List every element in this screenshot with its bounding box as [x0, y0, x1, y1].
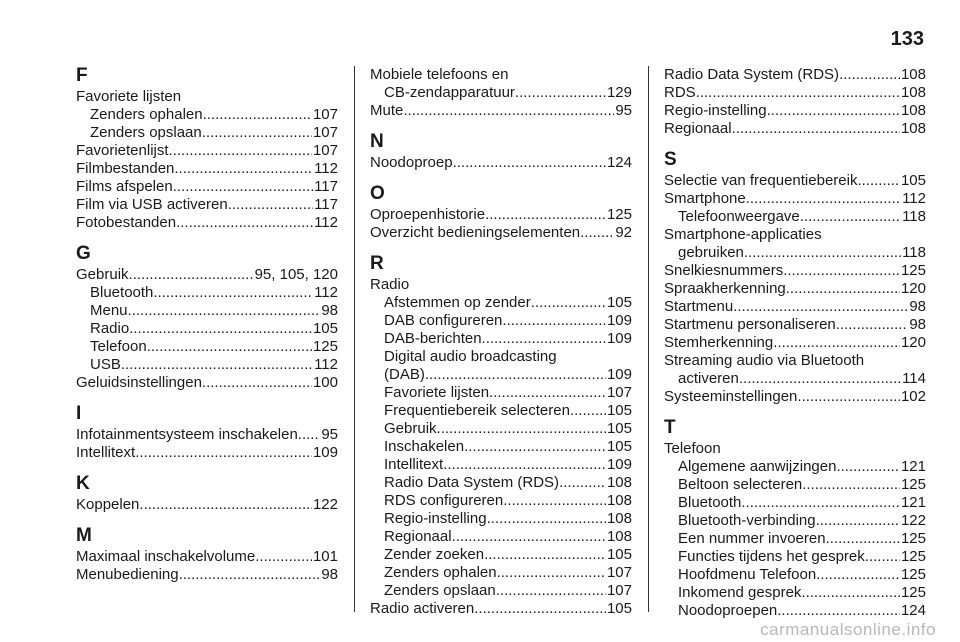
entry-page: 102 — [900, 388, 926, 405]
entry-text: Intellitext — [384, 456, 444, 473]
dot-leader — [816, 512, 900, 530]
index-entry — [664, 602, 926, 620]
entry-page: 105 — [606, 600, 632, 617]
entry-page: 129 — [606, 84, 632, 101]
entry-text: RDS — [664, 84, 696, 101]
index-entry — [664, 102, 926, 120]
entry-page: 121 — [900, 494, 926, 511]
dot-leader — [153, 284, 313, 302]
entry-text: Regio-instelling — [664, 102, 767, 119]
entry-page: 98 — [909, 316, 926, 333]
entry-text: Overzicht bedieningselementen — [370, 224, 581, 241]
dot-leader — [801, 584, 900, 602]
index-entry — [76, 444, 338, 462]
entry-text: DAB configureren — [384, 312, 503, 329]
dot-leader — [425, 366, 606, 384]
entry-page: 125 — [900, 262, 926, 279]
entry-page: 122 — [312, 496, 338, 513]
entry-text: Selectie van frequentiebereik — [664, 172, 858, 189]
index-entry — [76, 284, 338, 302]
dot-leader — [531, 294, 606, 312]
entry-page: 109 — [606, 456, 632, 473]
entry-text: Regionaal — [384, 528, 452, 545]
index-entry — [664, 566, 926, 584]
index-entry — [370, 564, 632, 582]
index-entry — [664, 298, 926, 316]
index-entry — [370, 492, 632, 510]
dot-leader — [135, 444, 312, 462]
dot-leader — [580, 224, 614, 242]
entry-text: Bluetooth-verbinding — [678, 512, 816, 529]
entry-text: Film via USB activeren — [76, 196, 228, 213]
entry-text: Filmbestanden — [76, 160, 175, 177]
index-entry — [370, 546, 632, 564]
section-letter: S — [664, 149, 677, 170]
entry-text: Intellitext — [76, 444, 136, 461]
entry-text: Noodoproep — [370, 154, 453, 171]
index-entry — [370, 154, 632, 172]
index-entry — [76, 566, 338, 584]
entry-page: 95 — [321, 426, 338, 443]
section-letter: R — [370, 253, 384, 274]
dot-leader — [800, 208, 901, 226]
entry-page: 105 — [606, 546, 632, 563]
index-entry — [370, 456, 632, 474]
index-entry — [664, 172, 926, 190]
index-entry — [664, 120, 926, 138]
index-entry — [664, 208, 926, 226]
entry-page: 112 — [314, 284, 338, 301]
entry-text: Maximaal inschakelvolume — [76, 548, 256, 565]
entry-page: 101 — [312, 548, 338, 565]
dot-leader — [496, 582, 606, 600]
entry-text: Snelkiesnummers — [664, 262, 784, 279]
entry-page: 124 — [900, 602, 926, 619]
dot-leader — [482, 330, 606, 348]
entry-text: (DAB) — [384, 366, 425, 383]
index-entry — [664, 584, 926, 602]
index-entry — [76, 178, 338, 196]
index-entry — [370, 224, 632, 242]
index-heading: Favoriete lijsten — [76, 88, 182, 105]
dot-leader — [202, 124, 312, 142]
entry-text: Zenders ophalen — [384, 564, 497, 581]
entry-text: Startmenu — [664, 298, 734, 315]
entry-page: 124 — [606, 154, 632, 171]
entry-text: Films afspelen — [76, 178, 173, 195]
index-entry — [76, 142, 338, 160]
entry-page: 125 — [900, 476, 926, 493]
index-entry — [664, 84, 926, 102]
entry-text: Inschakelen — [384, 438, 465, 455]
entry-page: 108 — [900, 102, 926, 119]
index-entry — [664, 370, 926, 388]
dot-leader — [836, 458, 900, 476]
index-entry — [370, 474, 632, 492]
index-entry — [664, 190, 926, 208]
entry-page: 95 — [615, 102, 632, 119]
index-column-1 — [76, 66, 338, 584]
entry-page: 108 — [900, 120, 926, 137]
entry-text: Radio activeren — [370, 600, 475, 617]
entry-page: 107 — [606, 384, 632, 401]
index-entry — [370, 84, 632, 102]
index-entry — [664, 280, 926, 298]
entry-page: 125 — [900, 566, 926, 583]
dot-leader — [489, 384, 606, 402]
dot-leader — [202, 374, 312, 392]
column-divider — [648, 66, 649, 612]
dot-leader — [487, 510, 606, 528]
index-entry — [370, 402, 632, 420]
dot-leader — [777, 602, 900, 620]
index-column-2 — [370, 66, 632, 618]
index-entry — [370, 294, 632, 312]
index-entry — [76, 426, 338, 444]
entry-text: Systeeminstellingen — [664, 388, 798, 405]
entry-page: 107 — [312, 106, 338, 123]
entry-page: 121 — [900, 458, 926, 475]
entry-text: Zender zoeken — [384, 546, 485, 563]
entry-text: Hoofdmenu Telefoon — [678, 566, 817, 583]
index-entry — [370, 384, 632, 402]
index-entry — [76, 196, 338, 214]
dot-leader — [169, 142, 312, 160]
index-entry — [664, 548, 926, 566]
dot-leader — [129, 320, 312, 338]
dot-leader — [839, 66, 900, 84]
dot-leader — [696, 84, 900, 102]
entry-text: Koppelen — [76, 496, 140, 513]
dot-leader — [176, 214, 313, 232]
dot-leader — [173, 178, 313, 196]
dot-leader — [403, 102, 614, 120]
entry-text: Zenders opslaan — [90, 124, 202, 141]
dot-leader — [515, 84, 606, 102]
entry-page: 92 — [615, 224, 632, 241]
entry-text: Een nummer invoeren — [678, 530, 826, 547]
entry-page: 125 — [312, 338, 338, 355]
entry-page: 98 — [321, 302, 338, 319]
index-entry — [370, 330, 632, 348]
entry-text: Gebruik — [76, 266, 129, 283]
dot-leader — [121, 356, 313, 374]
entry-text: Spraakherkenning — [664, 280, 786, 297]
index-entry — [664, 458, 926, 476]
entry-text: USB — [90, 356, 121, 373]
index-entry — [76, 496, 338, 514]
dot-leader — [497, 564, 606, 582]
index-entry — [664, 494, 926, 512]
entry-text: Favorietenlijst — [76, 142, 169, 159]
entry-page: 109 — [312, 444, 338, 461]
entry-text: Smartphone — [664, 190, 746, 207]
entry-page: 120 — [900, 334, 926, 351]
entry-page: 107 — [606, 564, 632, 581]
entry-text: Afstemmen op zender — [384, 294, 531, 311]
index-heading: Digital audio broadcasting — [384, 348, 557, 365]
section-letter: F — [76, 65, 88, 86]
entry-text: Radio Data System (RDS) — [384, 474, 560, 491]
index-entry — [664, 530, 926, 548]
entry-text: gebruiken — [678, 244, 744, 261]
entry-page: 107 — [312, 142, 338, 159]
entry-text: Bluetooth — [678, 494, 742, 511]
section-letter: O — [370, 183, 385, 204]
entry-page: 114 — [902, 370, 926, 387]
dot-leader — [203, 106, 312, 124]
section-letter: M — [76, 525, 92, 546]
entry-text: Telefoon — [90, 338, 147, 355]
entry-text: Infotainmentsysteem inschakelen — [76, 426, 298, 443]
entry-page: 122 — [900, 512, 926, 529]
index-entry — [370, 102, 632, 120]
index-entry — [76, 106, 338, 124]
index-entry — [370, 420, 632, 438]
dot-leader — [443, 456, 606, 474]
dot-leader — [744, 244, 901, 262]
dot-leader — [857, 172, 900, 190]
entry-text: Mute — [370, 102, 404, 119]
index-entry — [370, 528, 632, 546]
dot-leader — [826, 530, 900, 548]
dot-leader — [559, 474, 606, 492]
entry-text: RDS configureren — [384, 492, 504, 509]
entry-text: Menu — [90, 302, 128, 319]
dot-leader — [179, 566, 321, 584]
dot-leader — [865, 548, 900, 566]
entry-page: 118 — [902, 208, 926, 225]
entry-text: Radio — [90, 320, 130, 337]
entry-page: 108 — [606, 492, 632, 509]
index-entry — [370, 438, 632, 456]
index-entry — [664, 244, 926, 262]
dot-leader — [773, 334, 900, 352]
section-letter: K — [76, 473, 90, 494]
entry-page: 95, 105, 120 — [254, 266, 338, 283]
entry-text: Zenders opslaan — [384, 582, 496, 599]
dot-leader — [228, 196, 313, 214]
entry-text: Inkomend gesprek — [678, 584, 802, 601]
index-entry — [664, 334, 926, 352]
page-number: 133 — [890, 28, 924, 50]
dot-leader — [255, 548, 312, 566]
entry-text: Startmenu personaliseren — [664, 316, 836, 333]
entry-page: 125 — [900, 548, 926, 565]
index-entry — [370, 206, 632, 224]
section-letter: N — [370, 131, 384, 152]
dot-leader — [453, 154, 606, 172]
dot-leader — [464, 438, 606, 456]
entry-text: Favoriete lijsten — [384, 384, 490, 401]
dot-leader — [570, 402, 606, 420]
index-entry — [664, 388, 926, 406]
dot-leader — [836, 316, 909, 334]
column-divider — [354, 66, 355, 612]
dot-leader — [485, 206, 606, 224]
dot-leader — [802, 476, 900, 494]
entry-text: Beltoon selecteren — [678, 476, 803, 493]
entry-text: Frequentiebereik selecteren — [384, 402, 570, 419]
entry-page: 108 — [606, 528, 632, 545]
entry-page: 108 — [900, 84, 926, 101]
dot-leader — [484, 546, 606, 564]
entry-page: 117 — [314, 196, 338, 213]
index-heading: Mobiele telefoons en — [370, 66, 509, 83]
index-entry — [76, 302, 338, 320]
entry-page: 105 — [606, 438, 632, 455]
index-heading: Telefoon — [664, 440, 721, 457]
dot-leader — [128, 302, 321, 320]
entry-page: 112 — [902, 190, 926, 207]
entry-page: 109 — [606, 312, 632, 329]
entry-text: Radio Data System (RDS) — [664, 66, 840, 83]
dot-leader — [474, 600, 606, 618]
index-entry — [370, 312, 632, 330]
entry-text: Functies tijdens het gesprek — [678, 548, 865, 565]
entry-page: 105 — [606, 294, 632, 311]
index-entry — [76, 160, 338, 178]
entry-text: Telefoonweergave — [678, 208, 800, 225]
index-entry — [664, 476, 926, 494]
entry-text: Fotobestanden — [76, 214, 177, 231]
entry-page: 117 — [314, 178, 338, 195]
entry-page: 105 — [606, 402, 632, 419]
entry-text: Noodoproepen — [678, 602, 778, 619]
index-entry — [76, 548, 338, 566]
index-column-3 — [664, 66, 926, 620]
index-entry — [370, 510, 632, 528]
entry-page: 118 — [902, 244, 926, 261]
watermark: carmanualsonline.info — [760, 620, 936, 639]
dot-leader — [746, 190, 901, 208]
entry-text: Oproepenhistorie — [370, 206, 486, 223]
entry-text: Regionaal — [664, 120, 732, 137]
dot-leader — [741, 494, 900, 512]
entry-page: 105 — [312, 320, 338, 337]
dot-leader — [733, 298, 908, 316]
entry-text: Zenders ophalen — [90, 106, 203, 123]
section-letter: I — [76, 403, 82, 424]
index-entry — [664, 512, 926, 530]
index-entry — [76, 214, 338, 232]
entry-text: Stemherkenning — [664, 334, 774, 351]
dot-leader — [503, 492, 606, 510]
dot-leader — [139, 496, 312, 514]
index-entry — [76, 266, 338, 284]
entry-page: 109 — [606, 330, 632, 347]
entry-page: 98 — [321, 566, 338, 583]
dot-leader — [129, 266, 254, 284]
entry-text: Algemene aanwijzingen — [678, 458, 837, 475]
index-entry — [370, 366, 632, 384]
entry-page: 108 — [900, 66, 926, 83]
entry-page: 112 — [314, 214, 338, 231]
dot-leader — [174, 160, 313, 178]
entry-page: 125 — [606, 206, 632, 223]
entry-text: activeren — [678, 370, 739, 387]
entry-text: DAB-berichten — [384, 330, 482, 347]
index-entry — [664, 66, 926, 84]
index-entry — [370, 582, 632, 600]
index-entry — [76, 320, 338, 338]
entry-page: 108 — [606, 510, 632, 527]
index-entry — [370, 600, 632, 618]
entry-page: 100 — [312, 374, 338, 391]
entry-text: CB-zendapparatuur — [384, 84, 515, 101]
entry-page: 98 — [909, 298, 926, 315]
entry-text: Geluidsinstellingen — [76, 374, 202, 391]
dot-leader — [732, 120, 900, 138]
entry-page: 125 — [900, 530, 926, 547]
dot-leader — [147, 338, 312, 356]
index-heading: Streaming audio via Bluetooth — [664, 352, 865, 369]
entry-page: 120 — [900, 280, 926, 297]
entry-page: 112 — [314, 356, 338, 373]
dot-leader — [767, 102, 900, 120]
entry-page: 105 — [606, 420, 632, 437]
dot-leader — [437, 420, 606, 438]
dot-leader — [452, 528, 606, 546]
entry-text: Gebruik — [384, 420, 437, 437]
entry-page: 112 — [314, 160, 338, 177]
entry-page: 125 — [900, 584, 926, 601]
dot-leader — [298, 426, 321, 444]
dot-leader — [816, 566, 900, 584]
entry-page: 107 — [606, 582, 632, 599]
entry-text: Bluetooth — [90, 284, 154, 301]
index-entry — [76, 124, 338, 142]
dot-leader — [797, 388, 900, 406]
entry-text: Regio-instelling — [384, 510, 487, 527]
index-entry — [664, 262, 926, 280]
index-entry — [76, 356, 338, 374]
dot-leader — [739, 370, 901, 388]
entry-text: Menubediening — [76, 566, 179, 583]
section-letter: T — [664, 417, 676, 438]
entry-page: 105 — [900, 172, 926, 189]
index-entry — [76, 338, 338, 356]
entry-page: 108 — [606, 474, 632, 491]
dot-leader — [502, 312, 606, 330]
entry-page: 107 — [312, 124, 338, 141]
dot-leader — [786, 280, 900, 298]
index-entry — [664, 316, 926, 334]
index-heading: Radio — [370, 276, 410, 293]
index-heading: Smartphone-applicaties — [664, 226, 822, 243]
dot-leader — [783, 262, 900, 280]
entry-page: 109 — [606, 366, 632, 383]
index-entry — [76, 374, 338, 392]
section-letter: G — [76, 243, 91, 264]
